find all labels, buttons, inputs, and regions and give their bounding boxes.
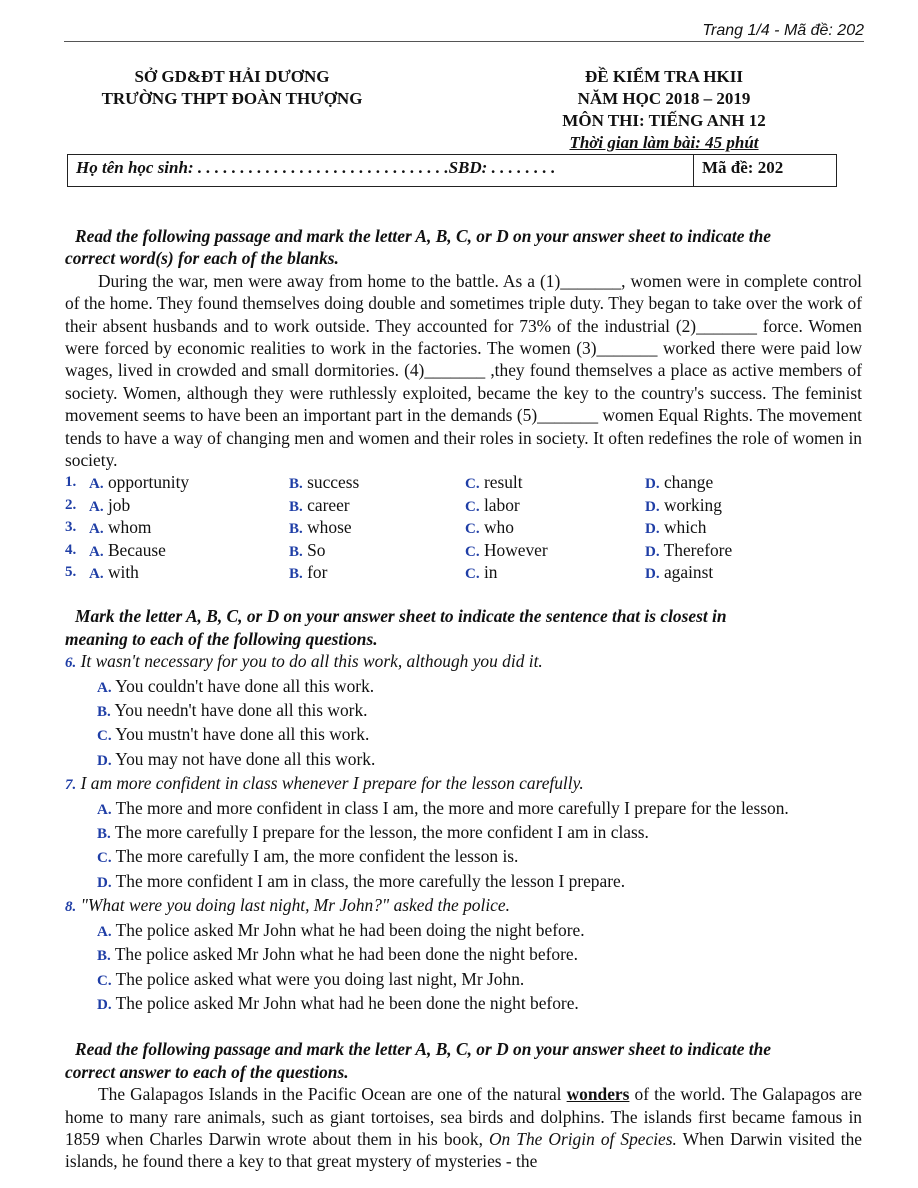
answer-b bbox=[65, 943, 862, 967]
question-text: I am more confident in class whenever I prepare for the lesson carefully. bbox=[80, 773, 584, 794]
exam-content bbox=[65, 225, 862, 1173]
option-letter: A. bbox=[89, 476, 104, 493]
option-c: However bbox=[483, 539, 548, 560]
option-d: against bbox=[663, 562, 714, 583]
question-number: 1. bbox=[65, 474, 77, 491]
option-letter: C. bbox=[97, 728, 112, 745]
answer-text: The more confident I am in class, the more carefully the lesson I prepare. bbox=[115, 870, 626, 891]
question-row bbox=[65, 471, 862, 493]
option-a: opportunity bbox=[107, 472, 190, 493]
option-letter: D. bbox=[645, 543, 660, 560]
option-b: success bbox=[307, 472, 360, 493]
option-letter: D. bbox=[97, 752, 112, 769]
time-limit: Thời gian làm bài: 45 phút bbox=[569, 133, 759, 152]
exam-title: ĐỀ KIỂM TRA HKII bbox=[585, 67, 743, 86]
section3-passage bbox=[65, 1083, 862, 1173]
question-number: 6. bbox=[65, 655, 77, 672]
option-letter: C. bbox=[465, 476, 480, 493]
option-d: change bbox=[663, 472, 714, 493]
option-letter: B. bbox=[97, 826, 111, 843]
option-c: in bbox=[483, 562, 498, 583]
option-letter: D. bbox=[645, 566, 660, 583]
question-6 bbox=[65, 650, 862, 674]
option-letter: B. bbox=[289, 476, 303, 493]
option-a: job bbox=[107, 494, 131, 515]
option-letter: C. bbox=[465, 543, 480, 560]
option-a: with bbox=[107, 562, 139, 583]
question-number: 8. bbox=[65, 899, 77, 916]
answer-text: You couldn't have done all this work. bbox=[115, 675, 375, 696]
option-letter: A. bbox=[97, 679, 112, 696]
page-header: Trang 1/4 - Mã đề: 202 bbox=[702, 22, 864, 39]
question-text: It wasn't necessary for you to do all this work, although you did it. bbox=[80, 651, 543, 672]
question-row bbox=[65, 494, 862, 516]
exam-code: Mã đề: 202 bbox=[702, 158, 784, 177]
question-number: 7. bbox=[65, 777, 77, 794]
option-letter: B. bbox=[97, 704, 111, 721]
answer-b bbox=[65, 699, 862, 723]
option-letter: B. bbox=[289, 521, 303, 538]
section3-instruction: Read the following passage and mark the letter A, B, C, or D on your answer sheet to indicate the bbox=[75, 1039, 771, 1060]
option-letter: D. bbox=[645, 498, 660, 515]
answer-a bbox=[65, 919, 862, 943]
question-row bbox=[65, 539, 862, 561]
option-letter: C. bbox=[97, 850, 112, 867]
option-letter: C. bbox=[97, 972, 112, 989]
option-letter: B. bbox=[289, 566, 303, 583]
passage-text: of the world. The Galapagos are home to many rare animals, such as giant tortoises, sea birds and dolphins. The islands first became famous in 1859 when Charles Darwin wrote about them in his book, bbox=[65, 1084, 862, 1149]
option-b: whose bbox=[307, 517, 352, 538]
subject: MÔN THI: TIẾNG ANH 12 bbox=[562, 111, 766, 130]
option-c: labor bbox=[483, 494, 520, 515]
option-letter: D. bbox=[645, 521, 660, 538]
answer-a bbox=[65, 797, 862, 821]
question-number: 5. bbox=[65, 564, 77, 581]
option-letter: A. bbox=[89, 521, 104, 538]
school-name: TRƯỜNG THPT ĐOÀN THƯỢNG bbox=[101, 89, 363, 108]
section2-instruction-cont: meaning to each of the following questions. bbox=[65, 628, 378, 649]
option-letter: C. bbox=[465, 498, 480, 515]
answer-c bbox=[65, 968, 862, 992]
option-a: Because bbox=[107, 539, 166, 560]
answer-text: The police asked Mr John what had he been done the night before. bbox=[115, 992, 579, 1013]
school-year: NĂM HỌC 2018 – 2019 bbox=[577, 89, 751, 108]
option-letter: D. bbox=[97, 996, 112, 1013]
school-info bbox=[52, 66, 412, 110]
option-letter: A. bbox=[97, 801, 112, 818]
option-d: working bbox=[663, 494, 722, 515]
answer-d bbox=[65, 870, 862, 894]
answer-text: The police asked what were you doing last night, Mr John. bbox=[115, 968, 525, 989]
option-letter: C. bbox=[465, 566, 480, 583]
answer-c bbox=[65, 723, 862, 747]
answer-text: The more carefully I am, the more confident the lesson is. bbox=[115, 846, 519, 867]
question-number: 3. bbox=[65, 519, 77, 536]
passage-text: When Darwin visited the islands, he found there a key to that great mystery of mysteries - the bbox=[65, 1128, 862, 1172]
section1-passage: During the war, men were away from home to the battle. As a (1)_______, women were in complete control of the home. They found themselves doing double and sometimes triple duty. They began to take over the work of their absent husbands and to work outside. They accounted for 73% of the industrial (2)_______ force. Women were forced by economic realities to work in the factories. The women (3)_______ worked there were paid low wages, lived in crowded and small dormitories. (4)_______ ,they found themselves a place as active members of society. Women, although they were ruthlessly exploited, became the key to the country's success. The feminist movement seems to have been an important part in the demands (5)_______ women Equal Rights. The movement tends to have a way of changing men and women and their roles in society. It often redefines the role of women in society. bbox=[65, 270, 862, 471]
option-b: career bbox=[307, 494, 350, 515]
answer-d bbox=[65, 992, 862, 1016]
question-text: "What were you doing last night, Mr John?" asked the police. bbox=[80, 895, 510, 916]
cloze-options bbox=[65, 471, 862, 583]
passage-keyword: wonders bbox=[566, 1084, 630, 1105]
option-letter: B. bbox=[289, 543, 303, 560]
answer-c bbox=[65, 845, 862, 869]
question-number: 4. bbox=[65, 541, 77, 558]
book-title: On The Origin of Species. bbox=[489, 1128, 677, 1149]
answer-text: You may not have done all this work. bbox=[115, 748, 376, 769]
header-divider bbox=[64, 41, 864, 42]
answer-text: The police asked Mr John what he had been doing the night before. bbox=[115, 919, 585, 940]
option-d: Therefore bbox=[663, 539, 733, 560]
question-row bbox=[65, 561, 862, 583]
passage-text: The Galapagos Islands in the Pacific Ocean are one of the natural bbox=[98, 1084, 562, 1105]
option-letter: D. bbox=[97, 874, 112, 891]
section1-instruction-cont: correct word(s) for each of the blanks. bbox=[65, 248, 339, 269]
option-a: whom bbox=[107, 517, 152, 538]
section2-instruction: Mark the letter A, B, C, or D on your answer sheet to indicate the sentence that is closest in bbox=[75, 606, 727, 627]
student-info-box bbox=[67, 154, 837, 187]
option-letter: A. bbox=[97, 923, 112, 940]
option-b: for bbox=[307, 562, 328, 583]
answer-b bbox=[65, 821, 862, 845]
option-letter: A. bbox=[89, 498, 104, 515]
answer-text: You needn't have done all this work. bbox=[114, 700, 368, 721]
option-letter: B. bbox=[289, 498, 303, 515]
answer-text: The more and more confident in class I am, the more and more carefully I prepare for the lesson. bbox=[115, 797, 789, 818]
exam-info bbox=[484, 66, 844, 154]
option-letter: C. bbox=[465, 521, 480, 538]
question-7 bbox=[65, 772, 862, 796]
section3-instruction-cont: correct answer to each of the questions. bbox=[65, 1061, 349, 1082]
option-c: result bbox=[483, 472, 523, 493]
option-d: which bbox=[663, 517, 707, 538]
option-letter: A. bbox=[89, 543, 104, 560]
answer-a bbox=[65, 675, 862, 699]
student-name-field: Họ tên học sinh: . . . . . . . . . . . . . . . . . . . . . . . . . . . . . .SBD: . . . . . . . . bbox=[68, 155, 694, 186]
option-c: who bbox=[483, 517, 514, 538]
answer-text: The more carefully I prepare for the lesson, the more confident I am in class. bbox=[114, 822, 649, 843]
section1-instruction: Read the following passage and mark the letter A, B, C, or D on your answer sheet to indicate the bbox=[75, 226, 771, 246]
question-row bbox=[65, 516, 862, 538]
option-b: So bbox=[307, 539, 326, 560]
option-letter: B. bbox=[97, 948, 111, 965]
answer-text: The police asked Mr John what he had been done the night before. bbox=[114, 944, 578, 965]
department-name: SỞ GD&ĐT HẢI DƯƠNG bbox=[134, 67, 330, 86]
answer-text: You mustn't have done all this work. bbox=[115, 724, 370, 745]
answer-d bbox=[65, 748, 862, 772]
option-letter: D. bbox=[645, 476, 660, 493]
question-8 bbox=[65, 894, 862, 918]
question-number: 2. bbox=[65, 496, 77, 513]
option-letter: A. bbox=[89, 566, 104, 583]
